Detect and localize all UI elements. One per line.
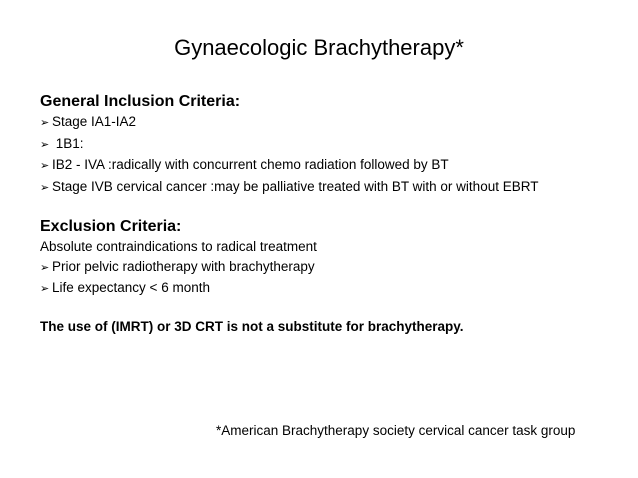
exclusion-item-text: Prior pelvic radiotherapy with brachytherapy xyxy=(52,258,315,274)
inclusion-item-text: 1B1: xyxy=(52,135,84,151)
arrow-bullet-icon: ➢ xyxy=(40,160,50,172)
arrow-bullet-icon: ➢ xyxy=(40,117,50,129)
inclusion-item-text: Stage IA1-IA2 xyxy=(52,114,137,129)
inclusion-item xyxy=(40,155,630,177)
arrow-bullet-icon: ➢ xyxy=(40,283,50,295)
inclusion-item-text: IB2 - IVA :radically with concurrent chemo radiation followed by BT xyxy=(52,157,449,172)
exclusion-item xyxy=(40,278,630,300)
slide-content xyxy=(40,92,630,336)
exclusion-heading: Exclusion Criteria: xyxy=(40,218,182,235)
inclusion-item-text: Stage IVB cervical cancer :may be palliative treated with BT with or without EBRT xyxy=(52,178,539,194)
inclusion-item xyxy=(40,112,630,134)
footnote-text: *American Brachytherapy society cervical cancer task group xyxy=(216,423,576,438)
arrow-bullet-icon: ➢ xyxy=(40,138,50,151)
exclusion-intro: Absolute contraindications to radical treatment xyxy=(40,239,317,254)
exclusion-item xyxy=(40,257,630,279)
arrow-bullet-icon: ➢ xyxy=(40,261,50,274)
note-text: The use of (IMRT) or 3D CRT is not a substitute for brachytherapy. xyxy=(40,318,464,334)
slide-title: Gynaecologic Brachytherapy* xyxy=(174,35,464,60)
inclusion-item xyxy=(40,177,630,199)
arrow-bullet-icon: ➢ xyxy=(40,181,50,194)
inclusion-item xyxy=(40,134,630,156)
inclusion-heading: General Inclusion Criteria: xyxy=(40,93,241,110)
exclusion-item-text: Life expectancy < 6 month xyxy=(52,280,210,295)
